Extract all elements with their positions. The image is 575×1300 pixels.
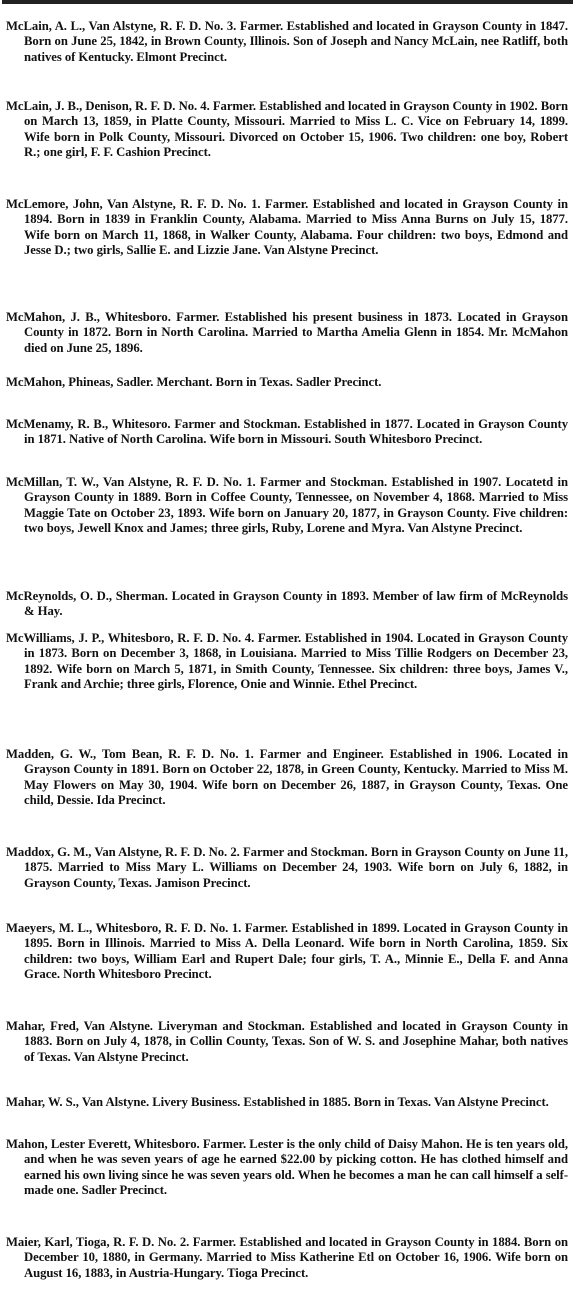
entry-name: McReynolds, O. D., <box>6 588 113 603</box>
entry-name: McLain, J. B., <box>6 98 83 113</box>
entry-name: Maeyers, M. L., <box>6 920 93 935</box>
entry-name: McMahon, Phineas, <box>6 374 114 389</box>
entry-name: Mahar, Fred, <box>6 1018 79 1033</box>
entry-body: Van Alstyne. Livery Business. Established in 1885. Born in Texas. Van Alstyne Precinct. <box>78 1094 549 1109</box>
entry-body: Van Alstyne, R. F. D. No. 1. Farmer and Stockman. Established in 1907. Locatetd in Grayson County in 1889. Born in Coffee County, Tennessee, on November 4, 1868. Married to Miss Maggie Tate on October 23, 1893. Wife born on January 20, 1877, in Grayson County. Five children: two boys, Jewell Knox and James; three girls, Ruby, Lorene and Myra. Van Alstyne Precinct. <box>24 474 568 536</box>
entry-mahar-w-s <box>6 1095 568 1111</box>
entry-body: Sadler. Merchant. Born in Texas. Sadler Precinct. <box>113 374 382 389</box>
entry-body: Van Alstyne, R. F. D. No. 2. Farmer and Stockman. Born in Grayson County on June 11, 1875. Married to Miss Mary L. Williams on December 24, 1903. Wife born on July 6, 1882, in Grayson County, Texas. Jamison Precinct. <box>24 844 569 890</box>
entry-madden-g-w <box>6 747 568 809</box>
top-rule <box>2 0 573 4</box>
entry-name: McMahon, J. B., <box>6 309 100 324</box>
entry-mahar-fred <box>6 1019 568 1066</box>
entry-mclain-j-b <box>6 99 568 161</box>
entry-name: Mahar, W. S., <box>6 1094 79 1109</box>
entry-mclemore-john <box>6 197 568 259</box>
entry-mcwilliams-j-p <box>6 631 568 693</box>
entry-name: McLain, A. L., <box>6 18 86 33</box>
entry-mcmenamy-r-b <box>6 417 568 448</box>
entry-body: Whitesboro, R. F. D. No. 1. Farmer. Established in 1899. Located in Grayson County in 1895. Born in Illinois. Married to Miss A. Della Leonard. Wife born in North Carolina, 1859. Six children: two boys, William Earl and Rupert Dale; four girls, T. A., Minnie E., Della F. and Anna Grace. North Whitesboro Precinct. <box>24 920 568 982</box>
entry-maddox-g-m <box>6 845 568 892</box>
entry-body: Tioga, R. F. D. No. 2. Farmer. Established and located in Grayson County in 1884. Born on December 10, 1880, in Germany. Married to Miss Katherine Etl on October 16, 1906. Wife born on August 16, 1883, in Austria-Hungary. Tioga Precinct. <box>24 1234 568 1280</box>
entry-mclain-a-l <box>6 19 568 66</box>
entry-body: Van Alstyne, R. F. D. No. 1. Farmer. Established and located in Grayson County in 1894. Born in 1839 in Franklin County, Alabama. Married to Miss Anna Burns on July 15, 1877. Wife born on March 11, 1868, in Walker County, Alabama. Four children: two boys, Edmond and Jesse D.; two girls, Sallie E. and Lizzie Jane. Van Alstyne Precinct. <box>24 196 568 258</box>
entry-body: Van Alstyne, R. F. D. No. 3. Farmer. Established and located in Grayson County in 1847. Born on June 25, 1842, in Brown County, Illinois. Son of Joseph and Nancy McLain, nee Ratliff, both natives of Kentucky. Elmont Precinct. <box>24 18 568 64</box>
entry-name: Madden, G. W., <box>6 746 97 761</box>
entry-mcmillan-t-w <box>6 475 568 537</box>
entry-body: Whitesoro. Farmer and Stockman. Established in 1877. Located in Grayson County in 1871. Native of North Carolina. Wife born in Missouri. South Whitesboro Precinct. <box>24 416 568 447</box>
entry-body: Whitesboro. Farmer. Established his present business in 1873. Located in Grayson County in 1872. Born in North Carolina. Married to Martha Amelia Glenn in 1854. Mr. McMahon died on June 25, 1896. <box>24 309 568 355</box>
entry-name: Maier, Karl, <box>6 1234 73 1249</box>
entry-body: Denison, R. F. D. No. 4. Farmer. Established and located in Grayson County in 1902. Born on March 13, 1859, in Platte County, Missouri. Married to Miss L. C. Vice on February 14, 1899. Wife born in Polk County, Missouri. Divorced on October 15, 1906. Two children: one boy, Robert R.; one girl, F. F. Cashion Precinct. <box>24 98 568 160</box>
entry-maeyers-m-l <box>6 921 568 983</box>
entry-body: Van Alstyne. Liveryman and Stockman. Established and located in Grayson County in 1883. Born on July 4, 1878, in Collin County, Texas. Son of W. S. and Josephine Mahar, both natives of Texas. Van Alstyne Precinct. <box>24 1018 568 1064</box>
entry-mahon-lester-everett <box>6 1137 568 1199</box>
entry-name: McMenamy, R. B., <box>6 416 109 431</box>
entry-name: McWilliams, J. P., <box>6 630 105 645</box>
entry-mcmahon-j-b <box>6 310 568 357</box>
entry-body: Whitesboro. Farmer. Lester is the only child of Daisy Mahon. He is ten years old, and when he was seven years of age he earned $22.00 by picking cotton. He has clothed himself and earned his own living since he was seven years old. When he becomes a man he can call himself a self-made one. Sadler Precinct. <box>24 1136 569 1198</box>
entry-name: Maddox, G. M., <box>6 844 92 859</box>
entry-name: McLemore, John, <box>6 196 103 211</box>
entry-body: Whitesboro, R. F. D. No. 4. Farmer. Established in 1904. Located in Grayson County in 1873. Born on December 3, 1868, in Louisiana. Married to Miss Tillie Rodgers on December 23, 1892. Wife born on March 5, 1871, in Smith County, Tennessee. Six children: three boys, James V., Frank and Archie; three girls, Florence, Onie and Winnie. Ethel Precinct. <box>24 630 568 692</box>
entry-name: Mahon, Lester Everett, <box>6 1136 131 1151</box>
entry-mcreynolds-o-d <box>6 589 568 620</box>
entry-name: McMillan, T. W., <box>6 474 99 489</box>
entry-maier-karl <box>6 1235 568 1282</box>
entry-body: Sherman. Located in Grayson County in 1893. Member of law firm of McReynolds & Hay. <box>24 588 569 619</box>
entry-mcmahon-phineas <box>6 375 568 391</box>
entry-body: Tom Bean, R. F. D. No. 1. Farmer and Engineer. Established in 1906. Located in Grayson County in 1891. Born on October 22, 1878, in Green County, Kentucky. Married to Miss M. May Flowers on May 30, 1904. Wife born on December 26, 1887, in Grayson County, Texas. One child, Dessie. Ida Precinct. <box>24 746 568 808</box>
